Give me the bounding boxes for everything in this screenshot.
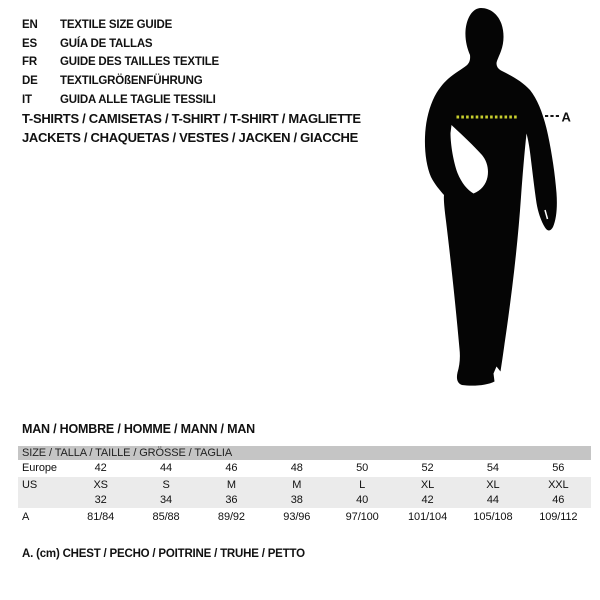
table-cell: 101/104: [408, 511, 448, 523]
language-row-de: [22, 72, 219, 91]
table-row-europe: [18, 460, 591, 477]
language-title: TEXTILGRÖßENFÜHRUNG: [60, 75, 203, 88]
table-cell: 36: [225, 494, 238, 506]
table-cell: 34: [160, 494, 173, 506]
table-cell: 54: [486, 462, 499, 474]
table-cell: 85/88: [152, 511, 180, 523]
measure-label-a: A: [561, 109, 571, 125]
table-row-chest-a: [18, 508, 591, 526]
row-label: Europe: [22, 462, 57, 474]
table-cell: L: [359, 479, 366, 491]
table-cell: 56: [552, 462, 565, 474]
row-label: A: [22, 511, 30, 523]
language-title: GUIDA ALLE TAGLIE TESSILI: [60, 93, 216, 106]
measurement-footnote: A. (cm) CHEST / PECHO / POITRINE / TRUHE / PETTO: [22, 548, 305, 560]
size-table-header: SIZE / TALLA / TAILLE / GRÖSSE / TAGLIA: [18, 446, 591, 460]
table-cell: XXL: [548, 479, 569, 491]
language-row-it: [22, 91, 219, 110]
section-title-man: MAN / HOMBRE / HOMME / MANN / MAN: [22, 422, 255, 436]
table-cell: 44: [486, 494, 499, 506]
language-title: TEXTILE SIZE GUIDE: [60, 19, 173, 31]
table-cell: 105/108: [473, 511, 513, 523]
category-list: [22, 109, 361, 147]
category-jackets: JACKETS / CHAQUETAS / VESTES / JACKEN / GIACCHE: [22, 130, 358, 145]
language-list: [22, 16, 219, 110]
table-cell: XL: [486, 479, 500, 491]
row-label: [18, 493, 68, 508]
language-row-es: [22, 35, 219, 54]
language-title: GUÍA DE TALLAS: [60, 37, 153, 50]
table-row-us-numeric: [18, 493, 591, 508]
table-cell: 40: [356, 494, 369, 506]
table-cell: 93/96: [283, 511, 311, 523]
language-code: IT: [22, 93, 32, 106]
row-label: US: [22, 479, 38, 491]
table-cell: XS: [93, 479, 108, 491]
language-title: GUIDE DES TAILLES TEXTILE: [60, 56, 219, 69]
language-row-fr: [22, 53, 219, 72]
table-cell: 44: [160, 462, 173, 474]
table-cell: XL: [420, 479, 435, 491]
category-tshirts: T-SHIRTS / CAMISETAS / T-SHIRT / T-SHIRT / MAGLIETTE: [22, 111, 361, 126]
man-silhouette: [425, 8, 557, 386]
language-code: ES: [22, 37, 37, 50]
table-cell: 48: [290, 462, 303, 474]
table-cell: 50: [356, 462, 369, 474]
table-row-us: [18, 477, 591, 493]
table-cell: 52: [421, 462, 434, 474]
table-cell: 42: [421, 494, 434, 506]
table-cell: 42: [94, 462, 107, 474]
language-code: EN: [22, 19, 38, 31]
table-cell: 97/100: [345, 511, 379, 523]
language-code: FR: [22, 56, 37, 69]
table-cell: 89/92: [217, 511, 245, 523]
table-cell: 81/84: [87, 511, 115, 523]
language-code: DE: [22, 75, 38, 88]
man-silhouette-figure: [415, 0, 580, 400]
table-cell: M: [226, 479, 236, 491]
table-cell: 38: [290, 494, 303, 506]
table-cell: S: [162, 479, 170, 491]
language-row-en: [22, 16, 219, 35]
table-cell: 109/112: [539, 511, 578, 523]
size-table: [18, 446, 591, 526]
table-cell: 32: [94, 494, 107, 506]
table-cell: 46: [225, 462, 238, 474]
table-cell: M: [292, 479, 302, 491]
table-cell: 46: [552, 494, 565, 506]
